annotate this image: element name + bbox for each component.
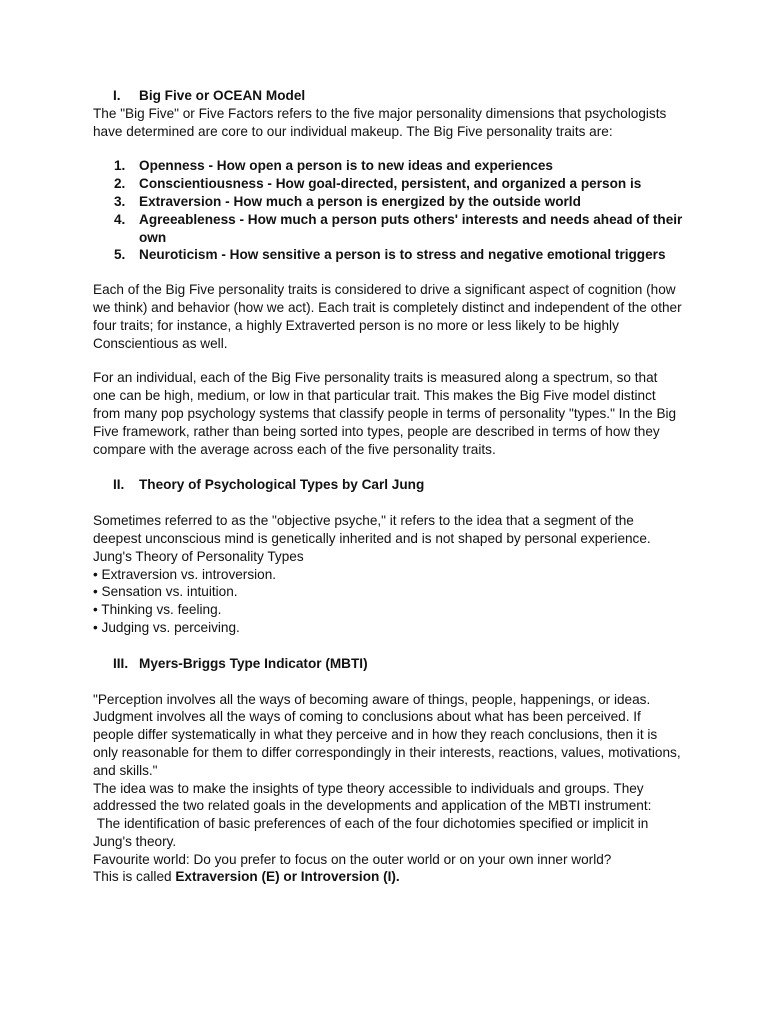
jung-types-list-title: Jung's Theory of Personality Types [93,548,304,564]
list-item: 1. Openness - How open a person is to new ideas and experiences [114,158,553,174]
document-body [93,87,683,886]
list-item: 3. Extraversion - How much a person is energized by the outside world [114,193,581,209]
section-3-heading [93,655,683,673]
list-item: 4. Agreeableness - How much a person puts others' interests and needs ahead of their own [114,211,683,245]
section-1-heading [93,87,683,105]
section-3-paragraph-2: The identification of basic preferences of each of the four dichotomies specified or implicit in Jung's theory. [93,816,653,849]
jung-types-list [93,566,683,637]
list-item: • Sensation vs. intuition. [93,584,238,600]
list-item: • Thinking vs. feeling. [93,602,222,618]
section-1-numeral: I. [113,88,121,103]
section-3-paragraph-1: The idea was to make the insights of type theory accessible to individuals and groups. They addressed the two related goals in the developments and application of the MBTI instrument: [93,780,652,814]
list-item: • Judging vs. perceiving. [93,619,240,635]
list-item: • Extraversion vs. introversion. [93,566,277,582]
section-1-intro: The "Big Five" or Five Factors refers to the five major personality dimensions that psychologists have determined are core to our individual makeup. The Big Five personality traits are: [93,105,667,139]
list-item: 5. Neuroticism - How sensitive a person is to stress and negative emotional triggers [114,247,666,263]
section-3-quote: "Perception involves all the ways of becoming aware of things, people, happenings, or ideas. Judgment involves all the ways of coming to conclusions about what has been perceived. If people differ systematically in what they perceive and in how they reach conclusions, then it is only reasonable for them to differ correspondingly in their interests, reactions, values, motivations, and skills." [93,691,681,778]
paragraph-4-prefix: This is called [93,869,176,885]
section-1-title: Big Five or OCEAN Model [139,88,306,103]
paragraph-4-bold: Extraversion (E) or Introversion (I). [175,869,400,885]
section-1-paragraph-2: For an individual, each of the Big Five personality traits is measured along a spectrum, so that one can be high, medium, or low in that particular trait. This makes the Big Five model distinct from many pop psychology systems that classify people in terms of personality "types." In the Big Five framework, rather than being sorted into types, people are described in terms of how they compare with the average across each of the five personality traits. [93,370,677,457]
section-2-numeral: II. [113,477,125,493]
section-2-heading [93,476,683,494]
section-2-paragraph: Sometimes referred to as the "objective psyche," it refers to the idea that a segment of the deepest unconscious mind is genetically inherited and is not shaped by personal experience. [93,513,651,546]
list-item: 2. Conscientiousness - How goal-directed, persistent, and organized a person is [114,176,642,192]
section-3-numeral: III. [113,655,129,671]
big-five-trait-list [93,157,683,264]
section-2-title: Theory of Psychological Types by Carl Jung [139,477,425,493]
section-3-title: Myers-Briggs Type Indicator (MBTI) [139,655,368,671]
section-1-paragraph-1: Each of the Big Five personality traits is considered to drive a significant aspect of cognition (how we think) and behavior (how we act). Each trait is completely distinct and independent of the other four traits; for instance, a highly Extraverted person is no more or less likely to be highly Conscientious as well. [93,282,682,351]
section-3-paragraph-4 [93,868,683,886]
section-3-paragraph-3: Favourite world: Do you prefer to focus on the outer world or on your own inner world? [93,851,612,867]
